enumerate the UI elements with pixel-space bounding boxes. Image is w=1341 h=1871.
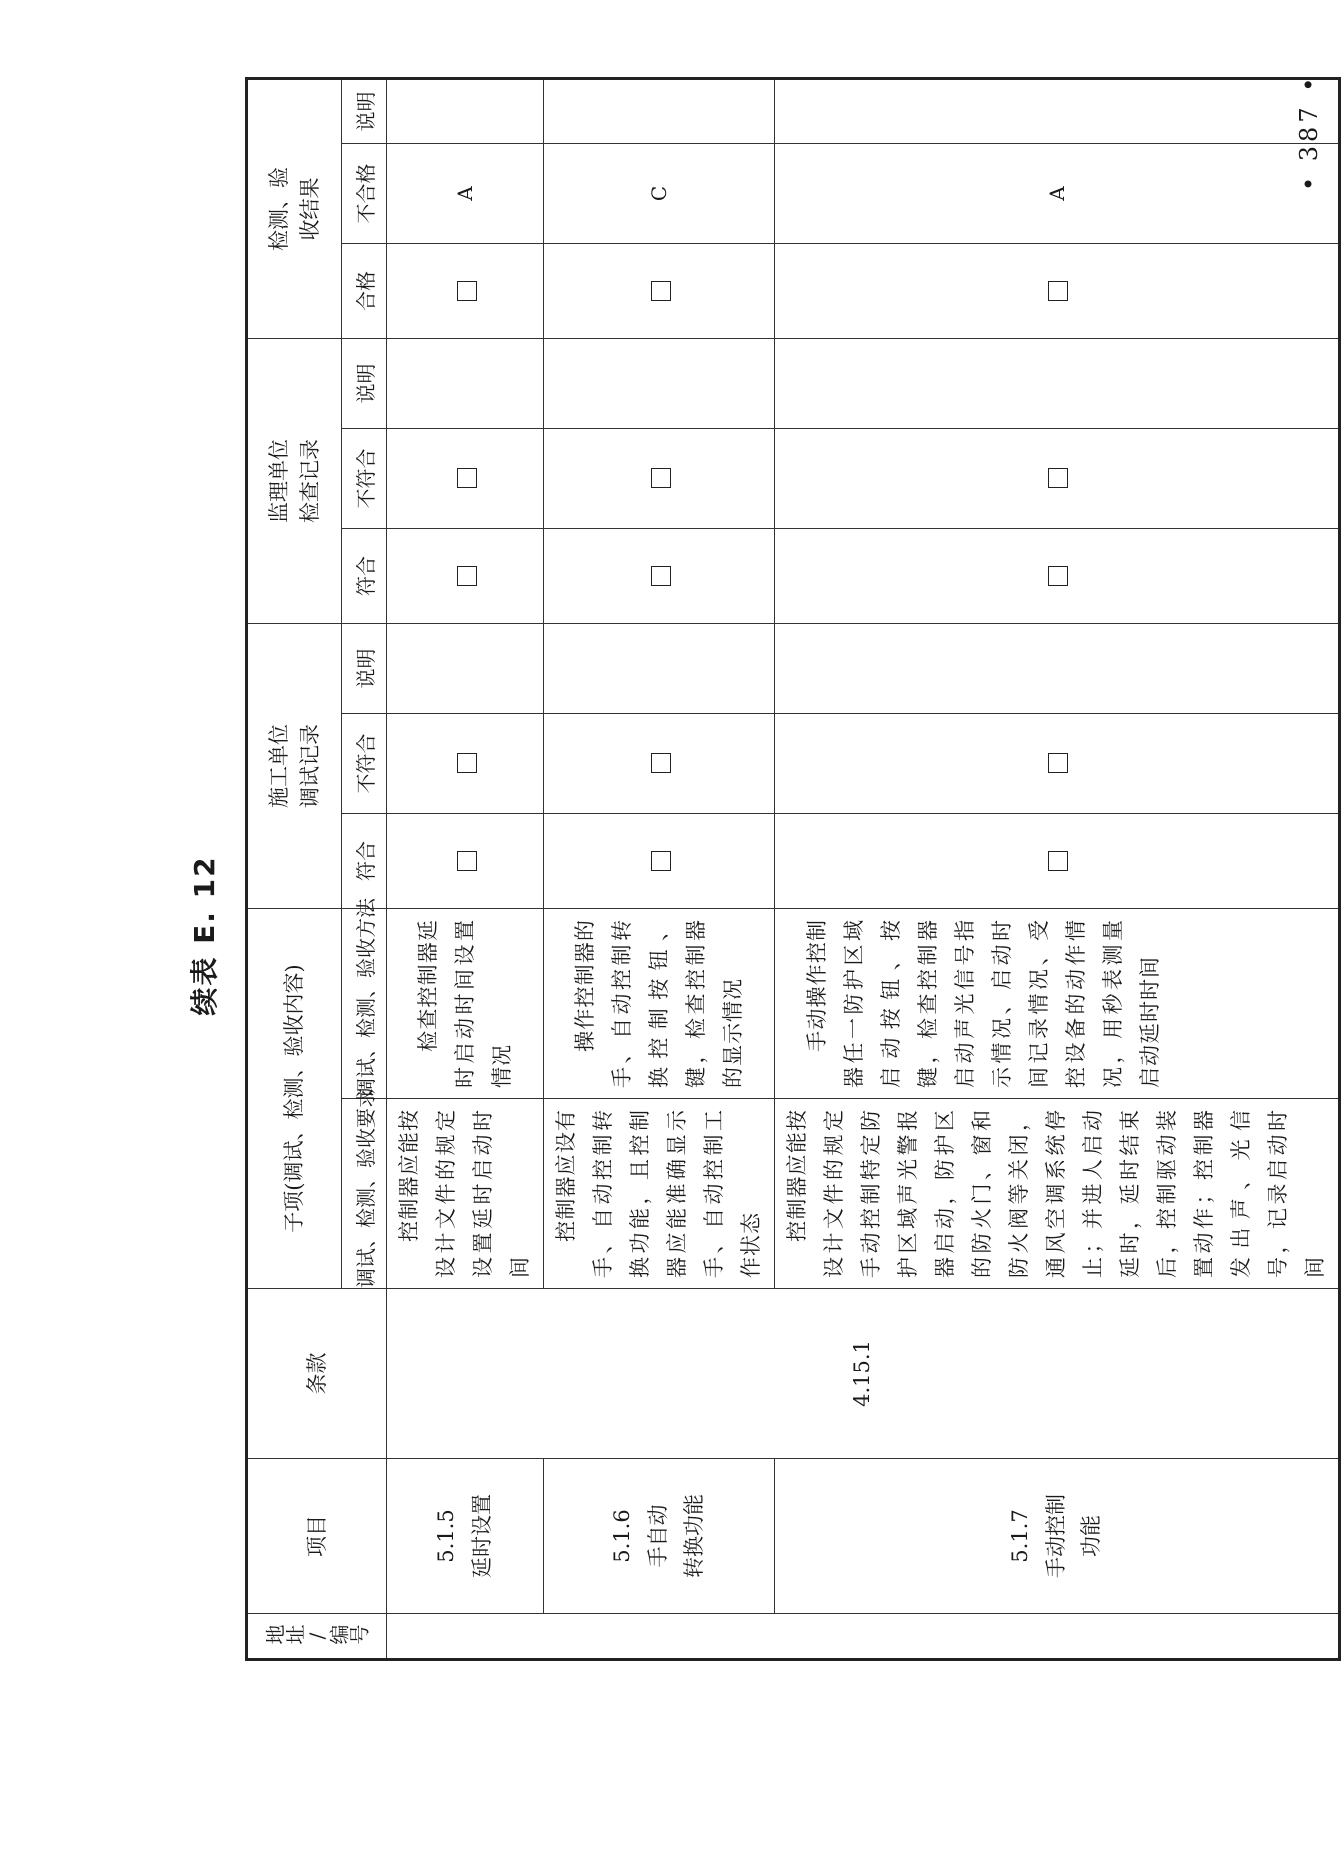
- page-number: • 387 •: [1295, 73, 1323, 191]
- inspection-table: [245, 77, 1341, 1661]
- result-note-cell[interactable]: [387, 78, 544, 143]
- project-cell: 5.1.7 手动控制 功能: [775, 1459, 1340, 1614]
- result-fail-header: 不合格: [342, 143, 387, 243]
- result-pass-checkbox[interactable]: [387, 243, 544, 338]
- construction-note-header: 说明: [342, 623, 387, 713]
- supervision-note-cell[interactable]: [544, 338, 775, 428]
- construction-nonconform-checkbox[interactable]: [387, 713, 544, 813]
- result-pass-header: 合格: [342, 243, 387, 338]
- requirement-cell: 控制器应能按设计文件的规定设置延时启动时间: [387, 1099, 544, 1289]
- clause-header: 条款: [247, 1289, 387, 1459]
- result-note-header: 说明: [342, 78, 387, 143]
- result-group-header: 检测、验收结果: [247, 78, 342, 338]
- supervision-note-cell[interactable]: [387, 338, 544, 428]
- project-cell: 5.1.5 延时设置: [387, 1459, 544, 1614]
- construction-conform-checkbox[interactable]: [387, 813, 544, 908]
- method-cell: 手动操作控制器任一防护区域启动按钮、按键，检查控制器启动声光信号指示情况、启动时间记录情况、受控设备的动作情况，用秒表测量启动延时时间: [775, 908, 1340, 1098]
- table-row: [387, 78, 544, 1659]
- construction-conform-header: 符合: [342, 813, 387, 908]
- construction-conform-checkbox[interactable]: [544, 813, 775, 908]
- supervision-note-header: 说明: [342, 338, 387, 428]
- requirement-cell: 控制器应设有手、自动控制转换功能，且控制器应能准确显示手、自动控制工作状态: [544, 1099, 775, 1289]
- table-caption: 续表 E. 12: [188, 855, 221, 1016]
- supervision-group-header: 监理单位检查记录: [247, 338, 342, 623]
- construction-nonconform-checkbox[interactable]: [775, 713, 1340, 813]
- construction-conform-checkbox[interactable]: [775, 813, 1340, 908]
- result-category-label: A: [775, 143, 1340, 243]
- supervision-nonconform-checkbox[interactable]: [544, 428, 775, 528]
- result-category-label: A: [387, 143, 544, 243]
- method-cell: 检查控制器延时启动时间设置情况: [387, 908, 544, 1098]
- requirements-header: 调试、检测、验收要求: [342, 1099, 387, 1289]
- supervision-nonconform-checkbox[interactable]: [387, 428, 544, 528]
- construction-nonconform-checkbox[interactable]: [544, 713, 775, 813]
- clause-cell: 4.15.1: [387, 1289, 1340, 1459]
- address-code-header: 地址/编号: [247, 1614, 387, 1660]
- supervision-conform-checkbox[interactable]: [544, 528, 775, 623]
- result-note-cell[interactable]: [544, 78, 775, 143]
- result-pass-checkbox[interactable]: [775, 243, 1340, 338]
- supervision-nonconform-checkbox[interactable]: [775, 428, 1340, 528]
- requirement-cell: 控制器应能按设计文件的规定手动控制特定防护区域声光警报器启动，防护区的防火门、窗和防火阀等关闭，通风空调系统停止；并进人启动延时，延时结束后，控制驱动装置动作；控制器发出声、光信号，记录启动时间: [775, 1099, 1340, 1289]
- supervision-conform-checkbox[interactable]: [387, 528, 544, 623]
- construction-nonconform-header: 不符合: [342, 713, 387, 813]
- result-pass-checkbox[interactable]: [544, 243, 775, 338]
- supervision-conform-checkbox[interactable]: [775, 528, 1340, 623]
- methods-header: 调试、检测、验收方法: [342, 908, 387, 1098]
- supervision-note-cell[interactable]: [775, 338, 1340, 428]
- method-cell: 操作控制器的手、自动控制转换控制按钮、键，检查控制器的显示情况: [544, 908, 775, 1098]
- construction-group-header: 施工单位调试记录: [247, 623, 342, 908]
- subitem-group-header: 子项(调试、检测、验收内容): [247, 908, 342, 1288]
- address-cell: [387, 1614, 1340, 1660]
- construction-note-cell[interactable]: [387, 623, 544, 713]
- project-header: 项目: [247, 1459, 387, 1614]
- project-cell: 5.1.6 手自动 转换功能: [544, 1459, 775, 1614]
- construction-note-cell[interactable]: [544, 623, 775, 713]
- result-note-cell[interactable]: [775, 78, 1340, 143]
- construction-note-cell[interactable]: [775, 623, 1340, 713]
- supervision-nonconform-header: 不符合: [342, 428, 387, 528]
- result-category-label: C: [544, 143, 775, 243]
- supervision-conform-header: 符合: [342, 528, 387, 623]
